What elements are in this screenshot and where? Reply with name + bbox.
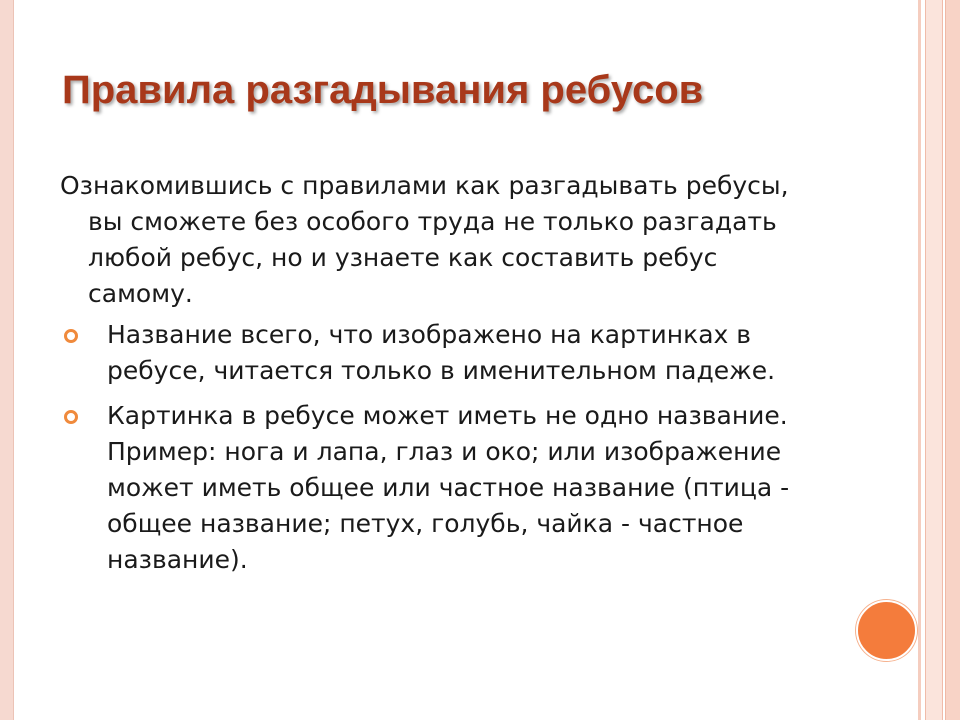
decorative-orange-circle xyxy=(856,600,917,661)
left-decorative-stripe xyxy=(0,0,14,720)
bullet-item xyxy=(60,317,830,389)
right-stripe-3 xyxy=(945,0,960,720)
circle-bullet-icon xyxy=(64,410,78,424)
bullet-item xyxy=(60,398,830,578)
slide-title: Правила разгадывания ребусов xyxy=(62,68,704,112)
right-stripe-2 xyxy=(925,0,943,720)
bullet-text: Картинка в ребусе может иметь не одно название. Пример: нога и лапа, глаз и око; или изображение может иметь общее или частное название (птица - общее название; петух, голубь, чайка - частное название). xyxy=(107,401,790,574)
slide-body xyxy=(60,168,830,587)
bullet-text: Название всего, что изображено на картинках в ребусе, читается только в именительном падеже. xyxy=(107,320,776,385)
circle-bullet-icon xyxy=(64,329,78,343)
right-stripe-1 xyxy=(918,0,921,720)
intro-paragraph: Ознакомившись с правилами как разгадывать ребусы, вы сможете без особого труда не только разгадать любой ребус, но и узнаете как составить ребус самому. xyxy=(60,171,789,308)
right-decorative-stripes xyxy=(918,0,960,720)
